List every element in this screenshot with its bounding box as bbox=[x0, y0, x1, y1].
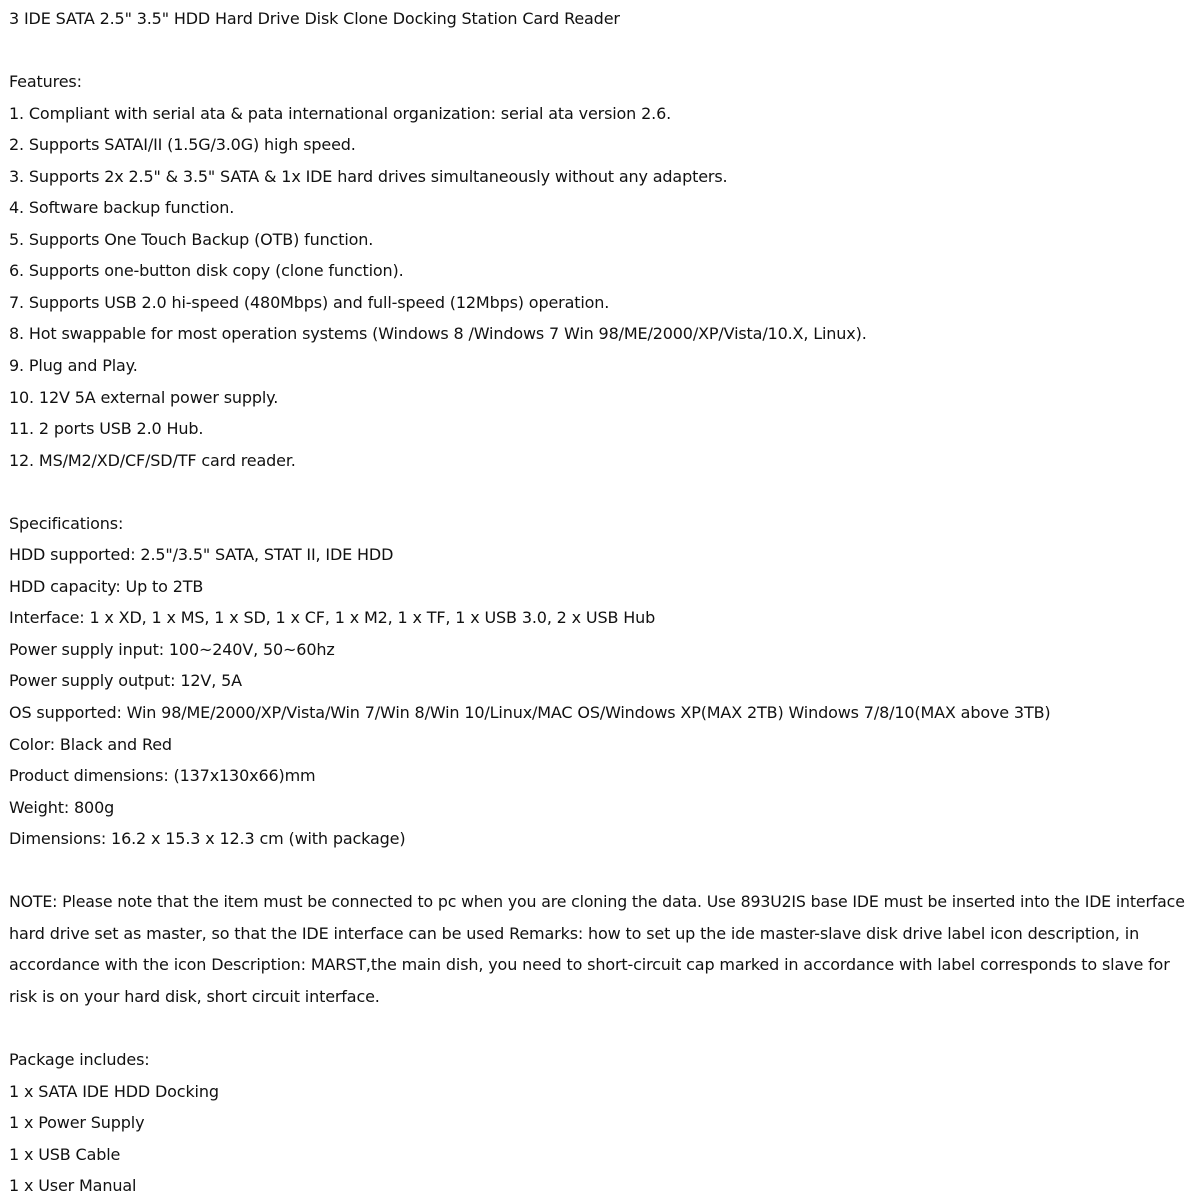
feature-item: 4. Software backup function. bbox=[9, 198, 235, 218]
product-title: 3 IDE SATA 2.5" 3.5" HDD Hard Drive Disk Clone Docking Station Card Reader bbox=[9, 9, 620, 28]
spec-item: Dimensions: 16.2 x 15.3 x 12.3 cm (with package) bbox=[9, 829, 406, 849]
feature-item: 12. MS/M2/XD/CF/SD/TF card reader. bbox=[9, 450, 296, 470]
feature-item: 11. 2 ports USB 2.0 Hub. bbox=[9, 419, 204, 439]
package-item: 1 x USB Cable bbox=[9, 1144, 121, 1164]
note-line: NOTE: Please note that the item must be connected to pc when you are cloning the data. Use 893U2IS base IDE must be inserted into the IDE interface bbox=[9, 892, 1185, 912]
spacer bbox=[9, 476, 1189, 508]
feature-item: 1. Compliant with serial ata & pata international organization: serial ata version 2.6. bbox=[9, 103, 672, 123]
feature-item: 6. Supports one-button disk copy (clone function). bbox=[9, 261, 404, 281]
note-section bbox=[9, 886, 1189, 1012]
package-item: 1 x Power Supply bbox=[9, 1113, 145, 1133]
features-heading: Features: bbox=[9, 72, 82, 92]
specifications-section bbox=[9, 508, 1189, 855]
note-line: risk is on your hard disk, short circuit interface. bbox=[9, 986, 380, 1006]
features-section bbox=[9, 66, 1189, 476]
feature-item: 2. Supports SATAI/II (1.5G/3.0G) high speed. bbox=[9, 135, 356, 155]
spec-item: Weight: 800g bbox=[9, 797, 115, 817]
spec-item: HDD supported: 2.5"/3.5" SATA, STAT II, IDE HDD bbox=[9, 545, 394, 565]
package-section bbox=[9, 1044, 1189, 1202]
feature-item: 5. Supports One Touch Backup (OTB) function. bbox=[9, 229, 374, 249]
spec-item: Power supply output: 12V, 5A bbox=[9, 671, 242, 691]
feature-item: 9. Plug and Play. bbox=[9, 356, 138, 376]
feature-item: 7. Supports USB 2.0 hi-speed (480Mbps) and full-speed (12Mbps) operation. bbox=[9, 292, 610, 312]
feature-item: 10. 12V 5A external power supply. bbox=[9, 387, 279, 407]
package-item: 1 x SATA IDE HDD Docking bbox=[9, 1081, 219, 1101]
feature-item: 3. Supports 2x 2.5" & 3.5" SATA & 1x IDE hard drives simultaneously without any adapters. bbox=[9, 166, 728, 186]
product-description bbox=[9, 3, 1189, 1202]
spacer bbox=[9, 1013, 1189, 1045]
note-line: accordance with the icon Description: MARST,the main dish, you need to short-circuit cap marked in accordance with label corresponds to slave for bbox=[9, 955, 1170, 975]
specifications-heading: Specifications: bbox=[9, 513, 124, 533]
spec-item: Color: Black and Red bbox=[9, 734, 172, 754]
package-item: 1 x User Manual bbox=[9, 1176, 137, 1196]
spacer bbox=[9, 855, 1189, 887]
spec-item: Power supply input: 100~240V, 50~60hz bbox=[9, 639, 335, 659]
package-heading: Package includes: bbox=[9, 1050, 150, 1070]
spec-item: Interface: 1 x XD, 1 x MS, 1 x SD, 1 x CF, 1 x M2, 1 x TF, 1 x USB 3.0, 2 x USB Hub bbox=[9, 608, 656, 628]
spec-item: Product dimensions: (137x130x66)mm bbox=[9, 766, 316, 786]
spec-item: HDD capacity: Up to 2TB bbox=[9, 576, 204, 596]
note-line: hard drive set as master, so that the IDE interface can be used Remarks: how to set up the ide master-slave disk drive label icon description, in bbox=[9, 923, 1140, 943]
spec-item: OS supported: Win 98/ME/2000/XP/Vista/Win 7/Win 8/Win 10/Linux/MAC OS/Windows XP(MAX 2TB) Windows 7/8/10(MAX above 3TB) bbox=[9, 703, 1051, 723]
spacer bbox=[9, 35, 1189, 67]
feature-item: 8. Hot swappable for most operation systems (Windows 8 /Windows 7 Win 98/ME/2000/XP/Vista/10.X, Linux). bbox=[9, 324, 867, 344]
